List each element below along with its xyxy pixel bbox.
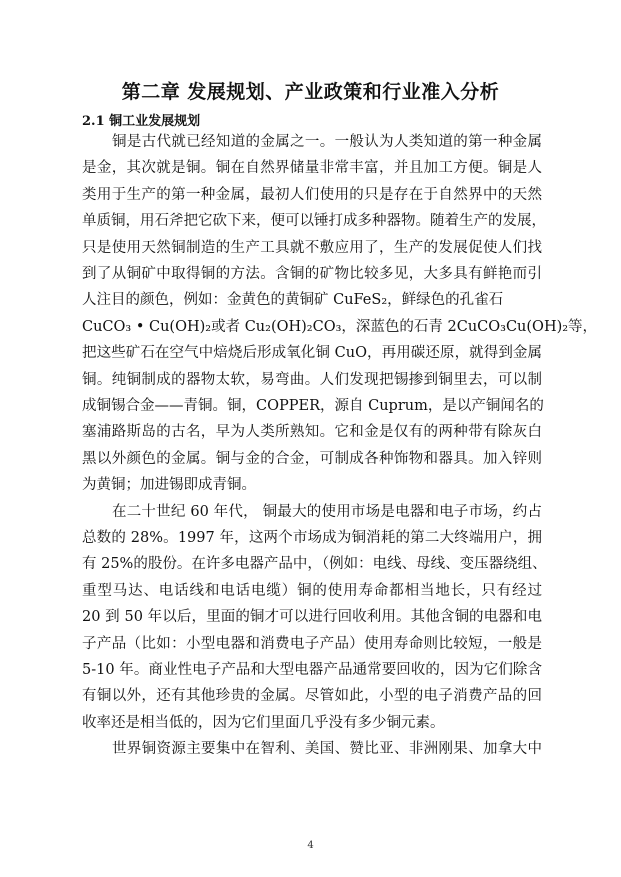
chapter-title: 第二章 发展规划、产业政策和行业准入分析 xyxy=(121,81,500,103)
paragraph-line: 是金，其次就是铜。铜在自然界储量非常丰富，并且加工方便。铜是人 xyxy=(82,160,542,176)
paragraph-line: 收率还是相当低的，因为它们里面几乎没有多少铜元素。 xyxy=(82,715,445,731)
page-number: 4 xyxy=(307,840,314,851)
paragraph-line: 单质铜，用石斧把它砍下来，便可以锤打成多种器物。随着生产的发展， xyxy=(82,213,546,229)
paragraph-line: 铜。纯铜制成的器物太软，易弯曲。人们发现把锡掺到铜里去，可以制 xyxy=(82,372,542,388)
paragraph-line: 有铜以外，还有其他珍贵的金属。尽管如此，小型的电子消费产品的回 xyxy=(82,688,542,704)
paragraph-line: 人注目的颜色，例如：金黄色的黄铜矿 CuFeS₂，鲜绿色的孔雀石 xyxy=(82,292,504,308)
paragraph-line: 5-10 年。商业性电子产品和大型电器产品通常要回收的，因为它们除含 xyxy=(82,662,542,678)
paragraph-line: 到了从铜矿中取得铜的方法。含铜的矿物比较多见，大多具有鲜艳而引 xyxy=(82,266,542,282)
paragraph-line: 类用于生产的第一种金属，最初人们使用的只是存在于自然界中的天然 xyxy=(82,187,542,203)
paragraph-line: 为黄铜；加进锡即成青铜。 xyxy=(82,477,256,493)
paragraph-line: 只是使用天然铜制造的生产工具就不敷应用了，生产的发展促使人们找 xyxy=(82,240,542,256)
paragraph-line: 黑以外颜色的金属。铜与金的合金，可制成各种饰物和器具。加入锌则 xyxy=(82,451,542,467)
paragraph-line: 把这些矿石在空气中焙烧后形成氧化铜 CuO，再用碳还原，就得到金属 xyxy=(82,345,542,361)
paragraph-line: 重型马达、电话线和电话电缆）铜的使用寿命都相当地长，只有经过 xyxy=(82,583,542,599)
paragraph-line: 世界铜资源主要集中在智利、美国、赞比亚、非洲刚果、加拿大中 xyxy=(112,741,542,757)
paragraph-line: 成铜锡合金——青铜。铜，COPPER，源自 Cuprum，是以产铜闻名的 xyxy=(82,398,544,414)
paragraph-line: 总数的 28%。1997 年，这两个市场成为铜消耗的第二大终端用户，拥 xyxy=(82,530,542,546)
paragraph-line: 塞浦路斯岛的古名，早为人类所熟知。它和金是仅有的两种带有除灰白 xyxy=(82,424,542,440)
paragraph-line: 铜是古代就已经知道的金属之一。一般认为人类知道的第一种金属 xyxy=(112,134,542,150)
section-heading: 2.1 铜工业发展规划 xyxy=(82,114,201,129)
paragraph-line: CuCO₃ • Cu(OH)₂或者 Cu₂(OH)₂CO₃，深蓝色的石青 2CuCO₃Cu(OH)₂等， xyxy=(82,319,598,335)
paragraph-line: 20 到 50 年以后，里面的铜才可以进行回收利用。其他含铜的电器和电 xyxy=(82,609,542,625)
paragraph-line: 子产品（比如：小型电器和消费电子产品）使用寿命则比较短，一般是 xyxy=(82,636,542,652)
paragraph-line: 有 25%的股份。在许多电器产品中，（例如：电线、母线、变压器绕组、 xyxy=(82,556,547,572)
paragraph-line: 在二十世纪 60 年代， 铜最大的使用市场是电器和电子市场，约占 xyxy=(112,504,542,520)
